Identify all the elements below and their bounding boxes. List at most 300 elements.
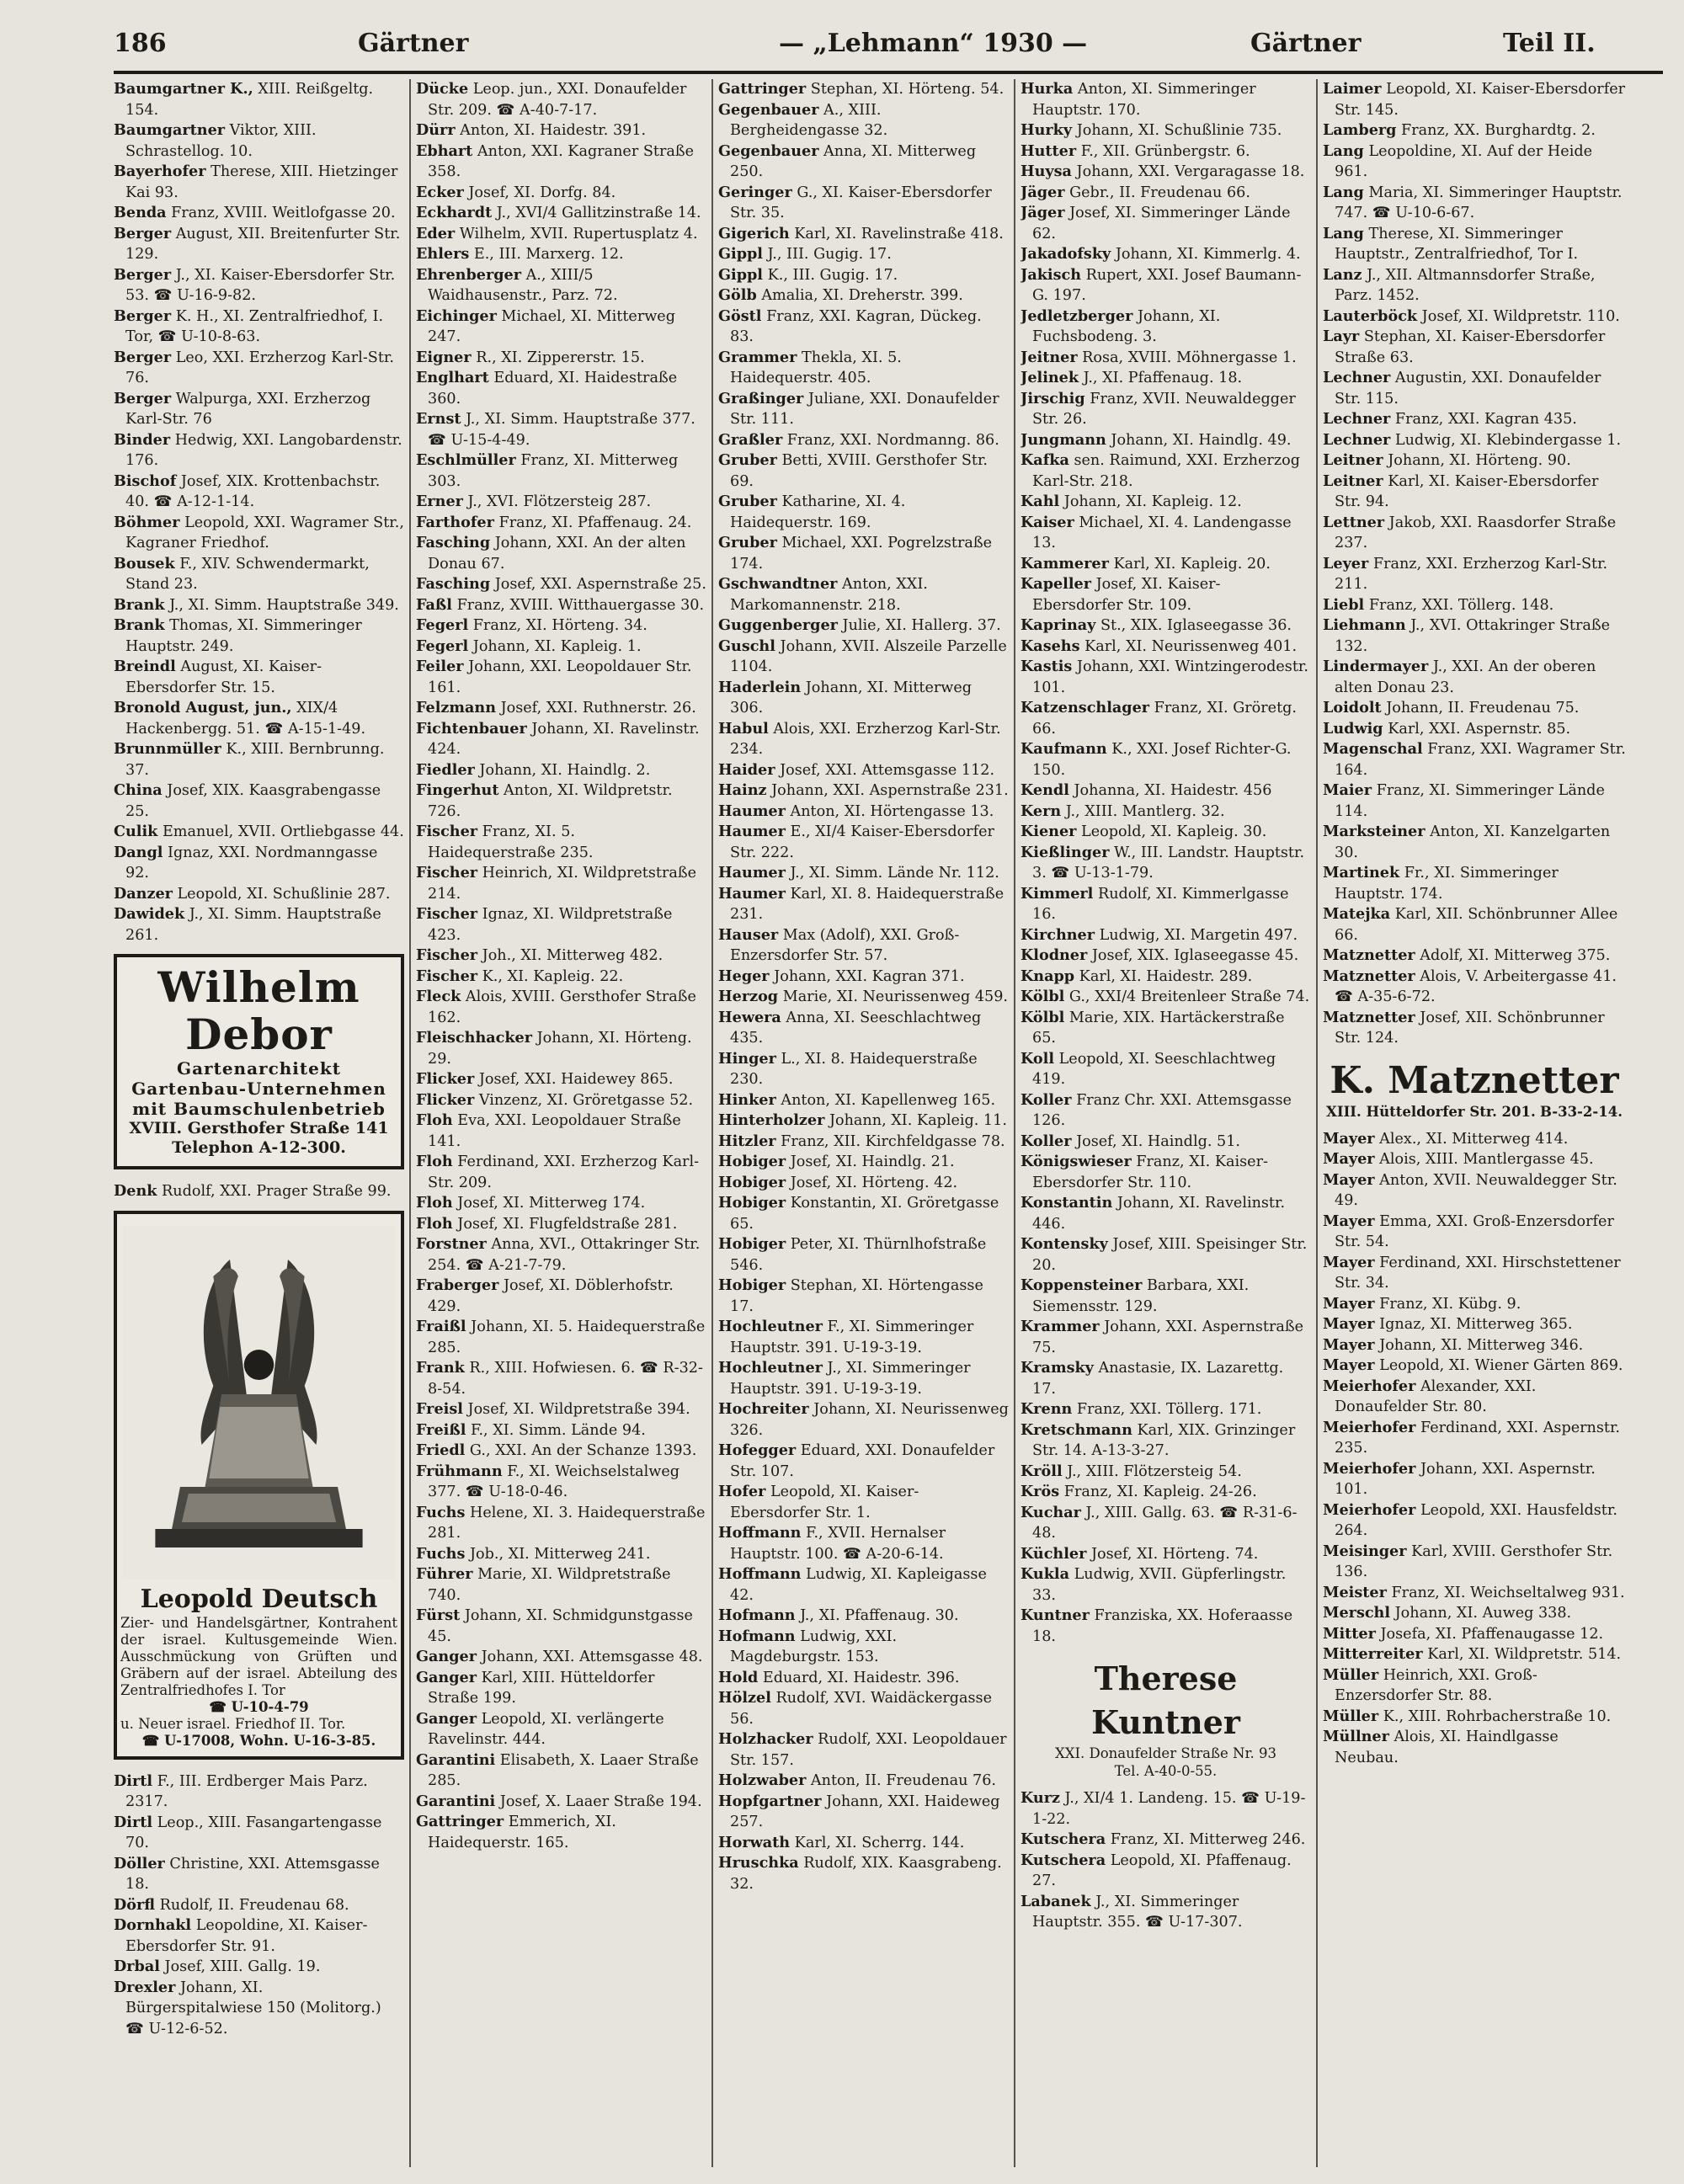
- entry-name: Martinek: [1323, 864, 1400, 882]
- entry-name: Baumgartner: [114, 121, 226, 139]
- entry-address: F., XI. Weichselstalweg 377. ☎ U-18-0-46.: [428, 1462, 680, 1500]
- entry-address: Franz, XI. Kapleig. 24-26.: [1059, 1484, 1257, 1500]
- entry-name: Kramsky: [1021, 1359, 1094, 1377]
- directory-entry: [718, 285, 1009, 306]
- entry-address: Stephan, XI. Hörteng. 54.: [806, 81, 1005, 98]
- entry-name: Jelinek: [1021, 369, 1079, 386]
- directory-entry: [416, 1606, 706, 1647]
- entry-address: Johann, XI. Bürgerspitalwiese 150 (Molitorg.) ☎ U-12-6-52.: [125, 1979, 381, 2038]
- directory-entry: [1021, 141, 1311, 162]
- directory-entry: [1021, 698, 1311, 739]
- entry-name: Maier: [1323, 781, 1372, 799]
- entry-name: Kuntner: [1021, 1606, 1090, 1624]
- entry-name: Kuchar: [1021, 1503, 1081, 1521]
- entry-address: Alois, XXI. Erzherzog Karl-Str. 234.: [730, 720, 1001, 758]
- directory-entry: [114, 203, 404, 224]
- entry-name: Liehmann: [1323, 616, 1406, 634]
- header-right-title: Gärtner: [1250, 29, 1362, 58]
- entry-name: Mayer: [1323, 1335, 1375, 1354]
- entry-address: Josef, XI. Mitterweg 174.: [452, 1195, 646, 1212]
- entry-address: Ludwig, XI. Margetin 497.: [1095, 926, 1298, 944]
- directory-entry: [416, 1503, 706, 1544]
- directory-entry: [718, 1152, 1009, 1173]
- entry-address: Karl, XIX. Grinzinger Str. 14. A-13-3-27.: [1032, 1421, 1296, 1459]
- entry-name: Guschl: [718, 637, 775, 655]
- entry-name: Hinterholzer: [718, 1111, 825, 1129]
- directory-entry: [1021, 615, 1311, 637]
- entry-name: Brank: [114, 595, 165, 614]
- entry-address: J., XII. Altmannsdorfer Straße, Parz. 1452.: [1335, 266, 1596, 304]
- directory-entry: [1021, 1606, 1311, 1647]
- entry-name: Hinker: [718, 1090, 776, 1109]
- entry-name: Müller: [1323, 1665, 1379, 1684]
- entry-address: Marie, XIX. Hartäckerstraße 65.: [1032, 1009, 1285, 1047]
- entry-address: Amalia, XI. Dreherstr. 399.: [756, 287, 963, 304]
- entry-name: Gegenbauer: [718, 100, 819, 119]
- entry-name: Haumer: [718, 864, 786, 882]
- entry-name: Haderlein: [718, 678, 802, 696]
- entry-name: Fraberger: [416, 1276, 499, 1294]
- entry-name: Ludwig: [1323, 719, 1383, 738]
- entry-address: Leopold, XI. Seeschlachtweg 419.: [1032, 1050, 1276, 1088]
- entry-address: J., XI. Kaiser-Ebersdorfer Str. 53. ☎ U-16-9-82.: [125, 266, 396, 304]
- directory-entry: [416, 1276, 706, 1317]
- entry-address: Karl, XI. Kaiser-Ebersdorfer Str. 94.: [1335, 472, 1599, 510]
- entry-name: Koller: [1021, 1090, 1072, 1109]
- entry-address: Johann, XI. Fuchsbodeng. 3.: [1032, 307, 1221, 345]
- directory-entry: [1021, 203, 1311, 244]
- entry-address: Alois, V. Arbeitergasse 41. ☎ A-35-6-72.: [1335, 967, 1617, 1005]
- directory-entry: [416, 1399, 706, 1420]
- entry-address: F., XIV. Schwendermarkt, Stand 23.: [125, 555, 370, 593]
- entry-address: Anton, XXI. Markomannenstr. 218.: [730, 576, 928, 614]
- directory-entry: [1021, 967, 1311, 988]
- entry-name: Horwath: [718, 1833, 791, 1851]
- directory-entry: [114, 1957, 404, 1978]
- directory-entry: [1323, 1356, 1626, 1377]
- entry-address: Josef, XIII. Gallg. 19.: [159, 1958, 321, 1975]
- entry-address: Karl, XVIII. Gersthofer Str. 136.: [1335, 1542, 1613, 1580]
- entry-address: Johann, XXI. Leopoldauer Str. 161.: [428, 658, 692, 696]
- advertisement-debor: [114, 954, 404, 1169]
- directory-entry: [1323, 1212, 1626, 1253]
- entry-address: Juliane, XXI. Donaufelder Str. 111.: [730, 390, 999, 428]
- directory-entry: [114, 1771, 404, 1813]
- directory-entry: [1323, 1644, 1626, 1665]
- directory-entry: [1021, 1892, 1311, 1933]
- entry-name: Kiener: [1021, 823, 1077, 840]
- directory-entry: [1021, 1788, 1311, 1830]
- entry-address: G., XI. Kaiser-Ebersdorfer Str. 35.: [730, 184, 992, 221]
- entry-name: Hoffmann: [718, 1565, 802, 1583]
- directory-entry: [416, 657, 706, 698]
- directory-entry: [416, 780, 706, 822]
- entry-address: Franz, XVIII. Witthauergasse 30.: [451, 596, 705, 614]
- entry-name: Hochleutner: [718, 1359, 823, 1377]
- entry-name: Krenn: [1021, 1400, 1073, 1418]
- entry-name: Hobiger: [718, 1153, 786, 1170]
- directory-entry: [1323, 595, 1626, 616]
- entry-name: Lettner: [1323, 513, 1385, 531]
- entry-address: Johann, XI. 5. Haidequerstraße 285.: [428, 1318, 706, 1356]
- directory-entry: [114, 595, 404, 616]
- entry-name: Lanz: [1323, 265, 1362, 284]
- directory-entry: [718, 1668, 1009, 1689]
- directory-entry: [1021, 1049, 1311, 1090]
- entry-name: Matznetter: [1323, 967, 1415, 985]
- directory-entry: [718, 1564, 1009, 1606]
- entry-name: Gattringer: [416, 1813, 504, 1830]
- entry-address: R., XI. Zippererstr. 15.: [471, 349, 645, 366]
- directory-entry: [1323, 554, 1626, 595]
- entry-address: J., XI. Simm. Hauptstraße 261.: [125, 906, 381, 944]
- directory-entry: [1323, 657, 1626, 698]
- entry-name: Kaufmann: [1021, 740, 1107, 758]
- entry-address: Johann, XI. Hörteng. 90.: [1383, 452, 1571, 469]
- entry-address: Job., XI. Mitterweg 241.: [465, 1545, 651, 1563]
- entry-name: Kutschera: [1021, 1830, 1106, 1848]
- entry-address: Alexander, XXI. Donaufelder Str. 80.: [1335, 1377, 1537, 1415]
- entry-name: Baumgartner K.,: [114, 80, 253, 98]
- directory-entry: [416, 203, 706, 224]
- entry-name: Hofmann: [718, 1606, 796, 1624]
- entry-address: Johann, XI. Haindlg. 2.: [474, 761, 651, 779]
- ad-deutsch-description: Zier- und Handelsgärtner, Kontrahent der israel. Kultusgemeinde Wien. Ausschmückung von Grüften und Gräbern auf der israel. Abteilung des Zentralfriedhofes I. Tor: [120, 1614, 397, 1698]
- entry-name: Denk: [114, 1182, 157, 1200]
- directory-entry: [416, 987, 706, 1028]
- directory-entry: [718, 1688, 1009, 1729]
- entry-address: Thomas, XI. Simmeringer Hauptstr. 249.: [125, 617, 362, 655]
- directory-entry: [1323, 967, 1626, 1008]
- directory-entry: [1323, 327, 1626, 368]
- entry-address: Josef, XXI. Haidewey 865.: [474, 1071, 674, 1088]
- entry-address: Emmerich, XI. Haidequerstr. 165.: [428, 1814, 616, 1851]
- entry-address: J., XVI. Flötzersteig 287.: [462, 493, 652, 510]
- entry-name: Matznetter: [1323, 1008, 1415, 1026]
- directory-entry: [114, 657, 404, 698]
- entry-name: Hobiger: [718, 1235, 786, 1253]
- directory-entry: [1323, 224, 1626, 265]
- entry-name: Fuchs: [416, 1503, 466, 1521]
- entry-address: Hedwig, XXI. Langobardenstr. 176.: [125, 431, 402, 469]
- entry-address: Johann, XI. Hörteng. 29.: [428, 1030, 692, 1068]
- entry-address: Josef, XIII. Speisinger Str. 20.: [1032, 1236, 1308, 1274]
- ad-debor-phone: Telephon A-12-300.: [172, 1138, 346, 1157]
- directory-entry: [114, 162, 404, 203]
- entry-name: Ernst: [416, 410, 461, 428]
- directory-entry: [718, 1049, 1009, 1090]
- entry-address: Leop., XIII. Fasangartengasse 70.: [125, 1814, 382, 1851]
- entry-address: Johann, II. Freudenau 75.: [1381, 700, 1580, 716]
- entry-name: Ecker: [416, 183, 464, 201]
- entry-address: Anastasie, IX. Lazarettg. 17.: [1032, 1360, 1284, 1398]
- entry-name: Mayer: [1323, 1356, 1375, 1374]
- entry-address: Josef, XI. Döblerhofstr. 429.: [428, 1277, 674, 1315]
- ad-kuntner-name: Therese Kuntner: [1091, 1659, 1240, 1741]
- directory-entry: [718, 1317, 1009, 1358]
- advertisement-kuntner: [1021, 1657, 1311, 1780]
- entry-name: Fasching: [416, 534, 491, 551]
- entry-address: Elisabeth, X. Laaer Straße 285.: [428, 1751, 699, 1789]
- entry-name: Dücke: [416, 80, 469, 98]
- directory-entry: [1323, 1377, 1626, 1418]
- entry-name: Lechner: [1323, 410, 1391, 428]
- entry-address: Therese, XIII. Hietzinger Kai 93.: [125, 163, 398, 201]
- entry-name: Bousek: [114, 554, 175, 573]
- entry-name: Englhart: [416, 369, 489, 386]
- entry-address: Josef, XI. Hörteng. 74.: [1086, 1545, 1259, 1563]
- directory-entry: [718, 1792, 1009, 1833]
- entry-address: Johann, XXI. Aspernstraße 231.: [766, 782, 1009, 799]
- entry-address: F., XVII. Hernalser Hauptstr. 100. ☎ A-20-6-14.: [730, 1525, 946, 1563]
- entry-name: Matejka: [1323, 905, 1391, 923]
- directory-entry: [416, 492, 706, 513]
- entry-address: E., III. Marxerg. 12.: [469, 246, 624, 263]
- directory-entry: [1021, 780, 1311, 802]
- entry-name: Grammer: [718, 348, 797, 366]
- entry-address: Barbara, XXI. Siemensstr. 129.: [1032, 1277, 1250, 1315]
- entry-name: Ganger: [416, 1709, 477, 1728]
- entry-address: F., III. Erdberger Mais Parz. 2317.: [125, 1772, 368, 1810]
- entry-address: Franz, XI. Kübg. 9.: [1374, 1295, 1521, 1313]
- entry-name: Hewera: [718, 1008, 781, 1026]
- entry-name: Hochleutner: [718, 1318, 823, 1335]
- entry-address: Anton, XI. Haidestr. 391.: [455, 122, 647, 139]
- directory-entry: [1323, 1727, 1626, 1768]
- entry-name: Katzenschlager: [1021, 699, 1150, 716]
- entry-name: Gegenbauer: [718, 141, 819, 160]
- directory-entry: [718, 79, 1009, 100]
- directory-entry: [1323, 79, 1626, 120]
- entry-name: Jungmann: [1021, 430, 1106, 449]
- entry-name: Breindl: [114, 658, 176, 675]
- entry-name: Marksteiner: [1323, 823, 1426, 840]
- entry-name: Göstl: [718, 306, 762, 325]
- entry-name: Hruschka: [718, 1854, 799, 1872]
- entry-name: Koll: [1021, 1049, 1055, 1068]
- entry-address: Walpurga, XXI. Erzherzog Karl-Str. 76: [125, 390, 371, 428]
- entry-name: Farthofer: [416, 513, 494, 531]
- entry-name: Dörfl: [114, 1895, 156, 1914]
- directory-entry: [718, 987, 1009, 1008]
- directory-entry: [1021, 1317, 1311, 1358]
- directory-entry: [1323, 1418, 1626, 1459]
- entry-name: Kölbl: [1021, 988, 1065, 1005]
- entry-address: Franz, XI. Mitterweg 303.: [428, 452, 679, 490]
- entry-address: Karl, XIII. Hütteldorfer Straße 199.: [428, 1669, 655, 1707]
- directory-entry: [1021, 265, 1311, 306]
- directory-entry: [1021, 1090, 1311, 1132]
- directory-entry: [114, 780, 404, 822]
- entry-address: F., XII. Grünbergstr. 6.: [1076, 142, 1250, 160]
- directory-entry: [416, 265, 706, 306]
- directory-entry: [1021, 1358, 1311, 1399]
- entry-address: Josef, XXI. Attemsgasse 112.: [775, 761, 995, 779]
- directory-entry: [416, 1462, 706, 1503]
- entry-address: Karl, XI. Haidestr. 289.: [1074, 967, 1253, 985]
- directory-entry: [718, 533, 1009, 574]
- directory-entry: [416, 1111, 706, 1152]
- ad-deutsch-name: Leopold Deutsch: [140, 1584, 378, 1614]
- directory-entry: [718, 1441, 1009, 1482]
- entry-address: August, XI. Kaiser-Ebersdorfer Str. 15.: [125, 658, 322, 696]
- entry-address: J., XI. Simmeringer Hauptstr. 391. U-19-3-19.: [730, 1360, 971, 1398]
- entry-name: Kastis: [1021, 658, 1073, 675]
- entry-name: Krammer: [1021, 1318, 1100, 1335]
- entry-name: Hinger: [718, 1049, 776, 1068]
- entry-name: Hölzel: [718, 1689, 771, 1707]
- directory-entry: [1021, 1399, 1311, 1420]
- entry-address: Anton, XXI. Kagraner Straße 358.: [428, 142, 695, 180]
- entry-name: Dawidek: [114, 905, 185, 923]
- entry-name: Holzhacker: [718, 1730, 813, 1748]
- entry-address: Ferdinand, XXI. Hirschstettener Str. 34.: [1335, 1254, 1621, 1292]
- directory-entry: [416, 306, 706, 348]
- entry-address: Augustin, XXI. Donaufelder Str. 115.: [1335, 370, 1601, 408]
- entry-address: Johann, XXI. Wintzingerodestr. 101.: [1032, 658, 1308, 696]
- entry-name: Graßinger: [718, 389, 804, 408]
- entry-name: Dürr: [416, 121, 456, 139]
- entry-address: Eduard, XI. Haidestr. 396.: [758, 1669, 960, 1686]
- directory-entry: [1323, 450, 1626, 471]
- entry-name: Herzog: [718, 988, 779, 1005]
- entry-name: Fischer: [416, 946, 478, 964]
- directory-entry: [718, 348, 1009, 389]
- entry-name: Kontensky: [1021, 1235, 1108, 1253]
- entry-name: Königswieser: [1021, 1153, 1132, 1170]
- directory-entry: [416, 1069, 706, 1090]
- directory-entry: [416, 967, 706, 988]
- entry-address: Josef, XI. Wildpretstraße 394.: [462, 1401, 690, 1418]
- entry-address: Anna, XVI., Ottakringer Str. 254. ☎ A-21-7-79.: [428, 1236, 701, 1274]
- directory-entry: [1021, 1503, 1311, 1544]
- entry-address: K., XXI. Josef Richter-G. 150.: [1032, 741, 1292, 779]
- entry-address: K. H., XI. Zentralfriedhof, I. Tor, ☎ U-10-8-63.: [125, 307, 384, 345]
- entry-address: Leopold, XI. Kaiser-Ebersdorfer Str. 1.: [730, 1484, 919, 1521]
- directory-entry: [1323, 1500, 1626, 1542]
- entry-name: Magenschal: [1323, 740, 1423, 758]
- entry-name: Jirschig: [1021, 389, 1085, 408]
- entry-name: Danzer: [114, 884, 173, 903]
- entry-name: Freißl: [416, 1420, 466, 1439]
- entry-address: Eduard, XXI. Donaufelder Str. 107.: [730, 1442, 995, 1480]
- entry-address: Johann, XXI. Haideweg 257.: [730, 1792, 1000, 1830]
- entry-address: K., XI. Kapleig. 22.: [477, 967, 624, 985]
- entry-address: Gebr., II. Freudenau 66.: [1064, 184, 1250, 201]
- directory-entry: [718, 780, 1009, 802]
- directory-entry: [114, 1813, 404, 1854]
- angel-statue-illustration: [122, 1226, 396, 1579]
- entry-name: Ebhart: [416, 141, 473, 160]
- entry-name: Gruber: [718, 493, 777, 510]
- entry-address: Franz, XI. Kaiser-Ebersdorfer Str. 110.: [1032, 1153, 1268, 1191]
- entry-address: Christine, XXI. Attemsgasse 18.: [125, 1855, 380, 1893]
- directory-entry: [1021, 637, 1311, 658]
- entry-name: Gruber: [718, 534, 777, 551]
- entry-name: Feiler: [416, 658, 464, 675]
- entry-name: Kukla: [1021, 1565, 1069, 1583]
- entry-address: Josef, XI. Dorfg. 84.: [463, 184, 616, 201]
- directory-entry: [1323, 183, 1626, 224]
- entry-name: Felzmann: [416, 699, 496, 716]
- entry-name: Faßl: [416, 595, 452, 614]
- entry-address: Ludwig, XI. Klebindergasse 1.: [1390, 431, 1622, 449]
- directory-entry: [416, 698, 706, 719]
- entry-address: Josef, XXI. Aspernstraße 25.: [490, 576, 706, 593]
- entry-address: Leopold, XI. Pfaffenaug. 27.: [1032, 1851, 1292, 1889]
- directory-entry: [114, 79, 404, 120]
- entry-name: Kurz: [1021, 1789, 1060, 1807]
- entry-address: XIII. Reißgeltg. 154.: [125, 81, 374, 119]
- column-4: [1021, 79, 1311, 2159]
- entry-name: Kröll: [1021, 1462, 1063, 1480]
- entry-address: Franz, XII. Kirchfeldgasse 78.: [775, 1132, 1005, 1150]
- entry-name: Hofegger: [718, 1441, 797, 1459]
- entry-address: Franz, XI. Weichseltalweg 931.: [1386, 1584, 1625, 1601]
- entry-name: Jedletzberger: [1021, 306, 1133, 325]
- entry-name: Matznetter: [1323, 946, 1415, 964]
- directory-entry: [416, 1193, 706, 1214]
- entry-address: Emma, XXI. Groß-Enzersdorfer Str. 54.: [1335, 1212, 1614, 1250]
- directory-entry: [1021, 306, 1311, 348]
- directory-entry: [416, 637, 706, 658]
- entry-address: Adolf, XI. Mitterweg 375.: [1415, 947, 1611, 964]
- page-number: 186: [114, 29, 167, 58]
- entry-name: Fasching: [416, 575, 491, 593]
- directory-entry: [114, 739, 404, 780]
- entry-address: Josef, XI. Haindlg. 21.: [786, 1153, 955, 1170]
- entry-name: Ganger: [416, 1668, 477, 1686]
- entry-address: Josef, XIX. Iglaseegasse 45.: [1087, 947, 1299, 964]
- ad-matznetter-phone: B-33-2-14.: [1540, 1103, 1623, 1120]
- entry-address: Anton, II. Freudenau 76.: [806, 1772, 996, 1789]
- entry-address: Anna, XI. Seeschlachtweg 435.: [730, 1009, 982, 1047]
- entry-address: XIX/4 Hackenbergg. 51. ☎ A-15-1-49.: [125, 700, 366, 738]
- directory-entry: [416, 1028, 706, 1069]
- entry-name: Bronold August, jun.,: [114, 699, 292, 716]
- entry-address: Joh., XI. Mitterweg 482.: [477, 947, 663, 964]
- directory-entry: [718, 1111, 1009, 1132]
- entry-address: Karl, XI. Ravelinstraße 418.: [789, 225, 1004, 242]
- entry-name: Loidolt: [1323, 699, 1382, 716]
- directory-entry: [1021, 430, 1311, 451]
- entry-address: J., XVI. Ottakringer Straße 132.: [1335, 617, 1611, 655]
- entry-name: Jakadofsky: [1021, 245, 1111, 263]
- entry-name: Erner: [416, 493, 463, 510]
- directory-entry: [1021, 802, 1311, 823]
- ad-deutsch-phone2: ☎ U-17008, Wohn. U-16-3-85.: [141, 1732, 376, 1749]
- directory-entry: [1021, 1420, 1311, 1462]
- directory-entry: [718, 1008, 1009, 1049]
- directory-entry: [1021, 822, 1311, 843]
- directory-entry: [416, 1812, 706, 1853]
- entry-address: Josef, X. Laaer Straße 194.: [495, 1792, 702, 1810]
- entry-address: Maria, XI. Simmeringer Hauptstr. 747. ☎ U-10-6-67.: [1335, 184, 1623, 221]
- directory-entry: [416, 120, 706, 141]
- entry-name: Fraißl: [416, 1318, 466, 1335]
- entry-name: Berger: [114, 389, 172, 408]
- entry-name: Brank: [114, 616, 165, 634]
- ad-kuntner-address: XXI. Donaufelder Straße Nr. 93: [1054, 1745, 1277, 1761]
- entry-address: Johann, XI. Schmidgunstgasse 45.: [428, 1607, 693, 1645]
- directory-entry: [1323, 1294, 1626, 1315]
- entry-name: Dirtl: [114, 1813, 153, 1831]
- entry-address: J., XI. Pfaffenaug. 30.: [795, 1607, 959, 1624]
- entry-address: J., XI. Pfaffenaug. 18.: [1079, 370, 1243, 386]
- entry-name: Hurky: [1021, 121, 1073, 139]
- directory-entry: [1323, 780, 1626, 822]
- directory-entry: [1323, 471, 1626, 513]
